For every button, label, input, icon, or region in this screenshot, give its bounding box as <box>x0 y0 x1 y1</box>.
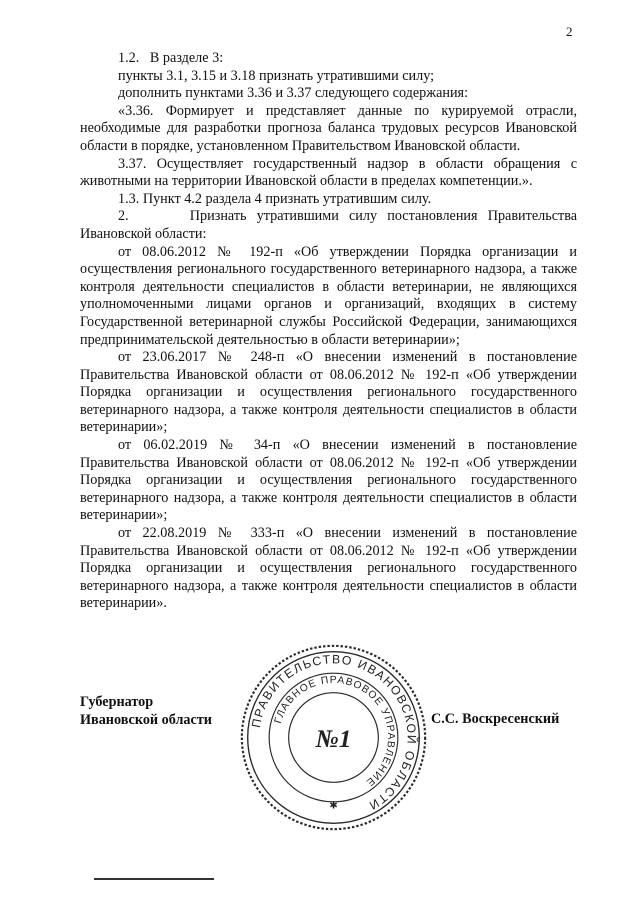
paragraph: «3.36. Формирует и представляет данные по курируемой отрасли, необходимые для разработки прогноза баланса трудовых ресурсов Ивановской области в порядке, установленном Правительством Ивановской области. <box>80 102 577 154</box>
paragraph: 1.2. В разделе 3: <box>118 50 224 66</box>
paragraph: 3.37. Осуществляет государственный надзор в области обращения с животными на территории Ивановской области в пределах компетенции.». <box>80 155 577 190</box>
signature-title-line2: Ивановской области <box>80 712 212 728</box>
seal-center-number: №1 <box>315 725 352 754</box>
paragraph: 1.3. Пункт 4.2 раздела 4 признать утратившим силу. <box>118 190 432 207</box>
document-body <box>80 50 577 613</box>
signature-name: С.С. Воскресенский <box>431 711 560 727</box>
page-number: 2 <box>566 24 573 39</box>
seal-star-icon: ✱ <box>329 800 338 812</box>
paragraph: дополнить пунктами 3.36 и 3.37 следующего содержания: <box>118 85 469 102</box>
paragraph: пункты 3.1, 3.15 и 3.18 признать утратившими силу; <box>118 67 435 84</box>
seal-inner-text: ГЛАВНОЕ ПРАВОВОЕ УПРАВЛЕНИЕ <box>272 674 397 789</box>
paragraph: от 08.06.2012 № 192-п «Об утверждении Порядка организации и осуществления регионального государственного ветеринарного надзора, а также контроля деятельности специалистов в области ветеринарии, не являющихся уполномоченными лицами органов и организаций, входящих в систему Государственной ветеринарной службы Российской Федерации, занимающихся предпринимательской деятельностью в области ветеринарии»; <box>80 243 577 348</box>
official-seal <box>236 640 431 835</box>
signature-title <box>80 693 212 729</box>
paragraph: от 06.02.2019 № 34-п «О внесении изменений в постановление Правительства Ивановской области от 08.06.2012 № 192-п «Об утверждении Порядка организации и осуществления регионального государственного ветеринарного надзора, а также контроля деятельности специалистов в области ветеринарии»; <box>80 437 577 524</box>
paragraph: от 22.08.2019 № 333-п «О внесении изменений в постановление Правительства Ивановской области от 08.06.2012 № 192-п «Об утверждении Порядка организации и осуществления регионального государственного ветеринарного надзора, а также контроля деятельности специалистов в области ветеринарии». <box>80 525 577 612</box>
seal-outer-text: ПРАВИТЕЛЬСТВО ИВАНОВСКОЙ ОБЛАСТИ <box>249 652 419 814</box>
footer-divider <box>94 878 214 880</box>
paragraph: 2. Признать утратившими силу постановления Правительства Ивановской области: <box>80 208 577 242</box>
paragraph: от 23.06.2017 № 248-п «О внесении изменений в постановление Правительства Ивановской области от 08.06.2012 № 192-п «Об утверждении Порядка организации и осуществления регионального государственного ветеринарного надзора, а также контроля деятельности специалистов в области ветеринарии»; <box>80 349 577 436</box>
signature-title-line1: Губернатор <box>80 694 154 710</box>
